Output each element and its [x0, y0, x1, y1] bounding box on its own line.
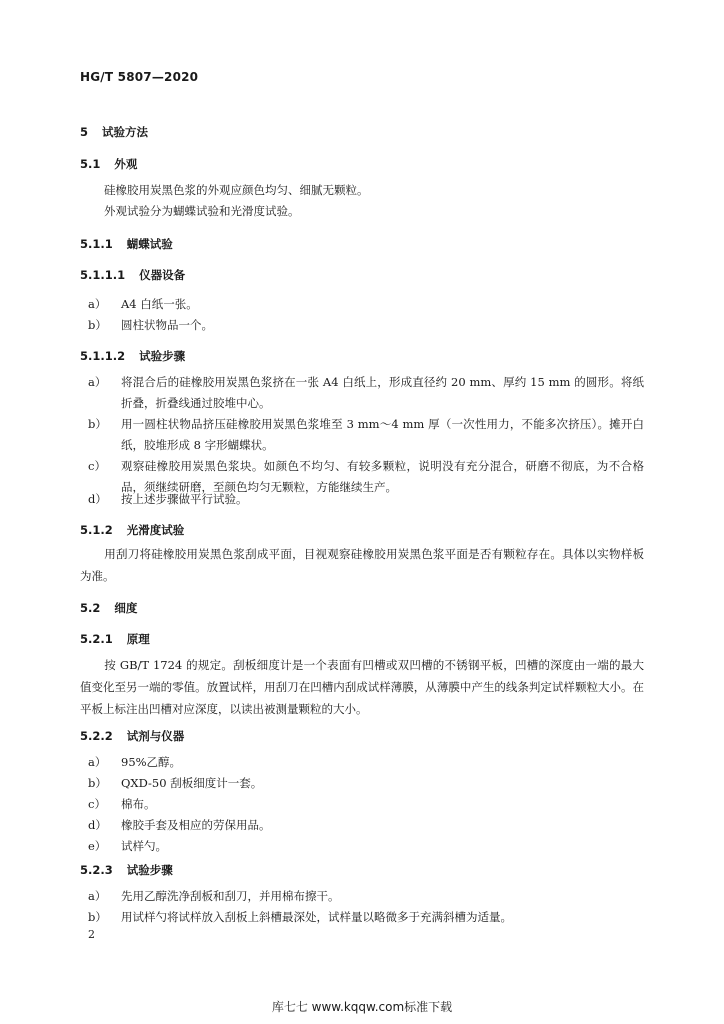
list-marker: a） — [88, 889, 107, 903]
paragraph — [80, 654, 644, 720]
section-number: 5.2.3 — [80, 863, 113, 877]
section-title: 试验步骤 — [139, 349, 186, 363]
section-5-2-2-heading — [80, 728, 184, 744]
list-marker: d） — [88, 492, 107, 506]
section-title: 仪器设备 — [139, 268, 186, 282]
list-text: 将混合后的硅橡胶用炭黑色浆挤在一张 A4 白纸上，形成直径约 20 mm、厚约 15 mm 的圆形。将纸折叠，折叠线通过胶堆中心。 — [121, 375, 644, 410]
list-item — [88, 815, 644, 836]
section-number: 5.2 — [80, 601, 101, 615]
list-text: 用试样勺将试样放入刮板上斜槽最深处，试样量以略微多于充满斜槽为适量。 — [121, 910, 512, 924]
section-title: 试验方法 — [102, 125, 149, 139]
list-text: 棉布。 — [121, 797, 156, 811]
section-number: 5.1.2 — [80, 523, 113, 537]
section-number: 5 — [80, 125, 89, 139]
list-marker: c） — [88, 797, 106, 811]
download-watermark: 库七七 www.kqqw.com标准下载 — [271, 1000, 453, 1014]
list-marker: e） — [88, 839, 107, 853]
list-text: 试样勺。 — [121, 839, 167, 853]
list-marker: b） — [88, 776, 107, 790]
list-marker: c） — [88, 459, 106, 473]
section-5-1-2-heading — [80, 522, 184, 538]
section-5-heading — [80, 124, 148, 140]
paragraph-text: 用刮刀将硅橡胶用炭黑色浆刮成平面，目视观察硅橡胶用炭黑色浆平面是否有颗粒存在。具体以实物样板为准。 — [80, 547, 644, 583]
list-item — [88, 414, 644, 456]
standard-code: HG/T 5807—2020 — [80, 70, 199, 84]
section-title: 细度 — [114, 601, 138, 615]
list-text: 圆柱状物品一个。 — [121, 318, 213, 332]
paragraph — [80, 543, 644, 587]
list-text: 先用乙醇洗净刮板和刮刀，并用棉布擦干。 — [121, 889, 340, 903]
list-item — [88, 489, 644, 510]
section-5-1-heading — [80, 156, 137, 172]
section-number: 5.1 — [80, 157, 101, 171]
list-marker: b） — [88, 910, 107, 924]
section-title: 原理 — [126, 632, 150, 646]
list-text: 95%乙醇。 — [121, 755, 182, 769]
section-title: 蝴蝶试验 — [126, 237, 173, 251]
section-5-1-1-heading — [80, 236, 173, 252]
page-number: 2 — [88, 928, 95, 941]
list-marker: a） — [88, 755, 107, 769]
section-5-2-3-heading — [80, 862, 173, 878]
section-5-2-1-heading — [80, 631, 150, 647]
list-text: 按上述步骤做平行试验。 — [121, 492, 248, 506]
list-marker: a） — [88, 375, 107, 389]
list-item — [88, 315, 644, 336]
section-number: 5.1.1.2 — [80, 349, 126, 363]
paragraph: 外观试验分为蝴蝶试验和光滑度试验。 — [104, 204, 300, 218]
section-title: 光滑度试验 — [126, 523, 185, 537]
list-item — [88, 794, 644, 815]
list-text: 观察硅橡胶用炭黑色浆块。如颜色不均匀、有较多颗粒，说明没有充分混合，研磨不彻底，为不合格品，须继续研磨，至颜色均匀无颗粒，方能继续生产。 — [121, 459, 644, 494]
list-marker: b） — [88, 417, 107, 431]
section-number: 5.1.1 — [80, 237, 113, 251]
list-text: 橡胶手套及相应的劳保用品。 — [121, 818, 271, 832]
list-marker: a） — [88, 297, 107, 311]
list-text: 用一圆柱状物品挤压硅橡胶用炭黑色浆堆至 3 mm～4 mm 厚（一次性用力，不能多次挤压）。摊开白纸，胶堆形成 8 字形蝴蝶状。 — [121, 417, 644, 452]
section-number: 5.1.1.1 — [80, 268, 126, 282]
paragraph: 硅橡胶用炭黑色浆的外观应颜色均匀、细腻无颗粒。 — [104, 183, 369, 197]
list-item — [88, 752, 644, 773]
section-number: 5.2.2 — [80, 729, 113, 743]
section-title: 试验步骤 — [126, 863, 173, 877]
list-item — [88, 907, 644, 928]
list-item — [88, 294, 644, 315]
section-5-1-1-1-heading — [80, 267, 185, 283]
section-5-1-1-2-heading — [80, 348, 185, 364]
list-item — [88, 886, 644, 907]
list-text: A4 白纸一张。 — [121, 297, 198, 311]
section-number: 5.2.1 — [80, 632, 113, 646]
paragraph-text: 按 GB/T 1724 的规定。刮板细度计是一个表面有凹槽或双凹槽的不锈钢平板，凹槽的深度由一端的最大值变化至另一端的零值。放置试样，用刮刀在凹槽内刮成试样薄膜，从薄膜中产生的线条判定试样颗粒大小。在平板上标注出凹槽对应深度，以读出被测量颗粒的大小。 — [80, 658, 644, 716]
list-text: QXD-50 刮板细度计一套。 — [121, 776, 263, 790]
list-item — [88, 773, 644, 794]
list-item — [88, 372, 644, 414]
section-title: 试剂与仪器 — [126, 729, 185, 743]
section-title: 外观 — [114, 157, 138, 171]
section-5-2-heading — [80, 600, 137, 616]
list-marker: b） — [88, 318, 107, 332]
list-marker: d） — [88, 818, 107, 832]
list-item — [88, 836, 644, 857]
